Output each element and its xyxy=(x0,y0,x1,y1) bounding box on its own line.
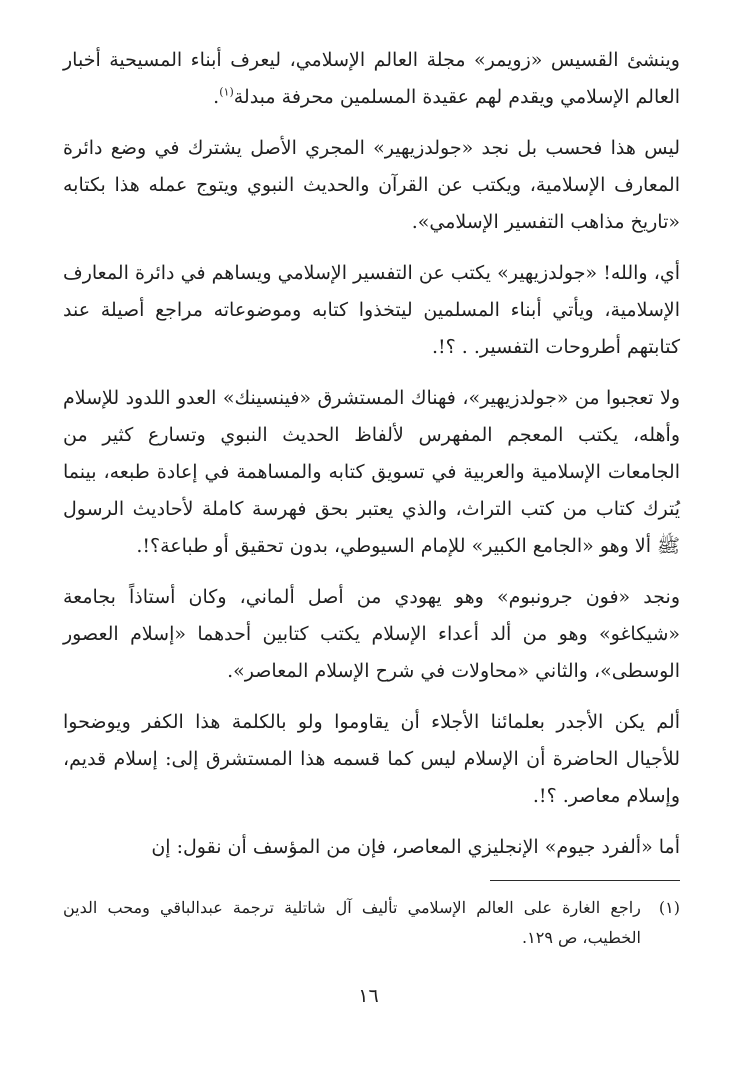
page-number: ١٦ xyxy=(358,985,379,1007)
footnote-reference-marker[interactable]: (١) xyxy=(219,85,234,99)
paragraph-1 xyxy=(63,42,680,116)
paragraph-5: ونجد «فون جرونبوم» وهو يهودي من أصل ألماني، وكان أستاذاً بجامعة «شيكاغو» وهو من ألد أعداء الإسلام يكتب كتابين أحدهما «إسلام العصور الوسطى»، والثاني «محاولات في شرح الإسلام المعاصر». xyxy=(63,586,680,682)
footnote-divider xyxy=(490,880,680,881)
paragraph-1-text: وينشئ القسيس «زويمر» مجلة العالم الإسلامي، ليعرف أبناء المسيحية أخبار العالم الإسلامي ويقدم لهم عقيدة المسلمين محرفة مبدلة xyxy=(63,49,680,108)
paragraph-7: أما «ألفرد جيوم» الإنجليزي المعاصر، فإن من المؤسف أن نقول: إن xyxy=(151,836,680,858)
paragraph-6: ألم يكن الأجدر بعلمائنا الأجلاء أن يقاوموا ولو بالكلمة هذا الكفر ويوضحوا للأجيال الحاضرة أن الإسلام ليس كما قسمه هذا المستشرق إلى: إسلام قديم، وإسلام معاصر. ؟!. xyxy=(63,711,680,807)
paragraph-2: ليس هذا فحسب بل نجد «جولدزيهير» المجري الأصل يشترك في وضع دائرة المعارف الإسلامية، ويكتب عن القرآن والحديث النبوي ويتوج عمله هذا بكتابه «تاريخ مذاهب التفسير الإسلامي». xyxy=(63,137,680,233)
footnote-text: راجع الغارة على العالم الإسلامي تأليف آل شاتلية ترجمة عبدالباقي ومحب الدين الخطيب، ص ١٢٩. xyxy=(63,898,641,947)
paragraph-4: ولا تعجبوا من «جولدزيهير»، فهناك المستشرق «فينسينك» العدو اللدود للإسلام وأهله، يكتب المعجم المفهرس لألفاظ الحديث النبوي وتسارع كثير من الجامعات الإسلامية والعربية في تسويق كتابه والمساهمة في إعادة طبعه، بينما يُترك كتاب من كتب التراث، والذي يعتبر بحق فهرسة كاملة لأحاديث الرسول ﷺ ألا وهو «الجامع الكبير» للإمام السيوطي، بدون تحقيق أو طباعة؟!. xyxy=(63,387,680,557)
paragraph-1-end-punctuation: . xyxy=(213,86,220,108)
paragraph-3: أي، والله! «جولدزيهير» يكتب عن التفسير الإسلامي ويساهم في دائرة المعارف الإسلامية، ويأتي أبناء المسلمين ليتخذوا كتابه وموضوعاته مراجع أصيلة عند كتابتهم أطروحات التفسير. . ؟!. xyxy=(63,262,680,358)
footnote-number: (١) xyxy=(658,898,680,917)
footnote xyxy=(63,893,680,953)
